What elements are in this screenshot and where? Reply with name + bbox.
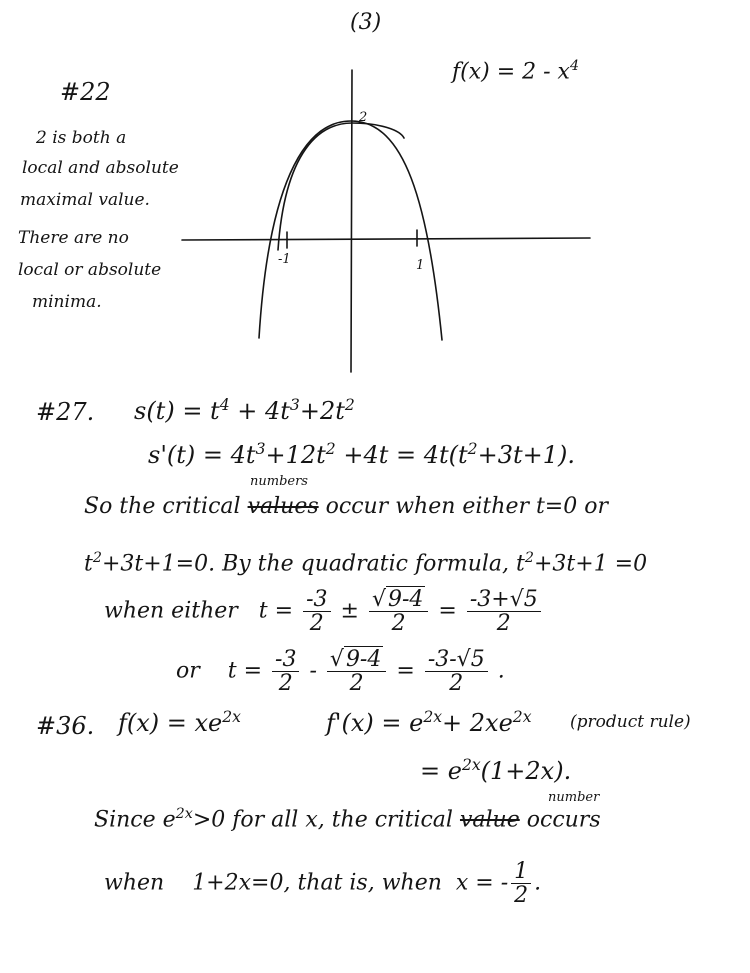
root-minus: $\frac{-3-√5}{2}$ — [425, 648, 488, 695]
crit-b: occur when either t=0 or — [325, 494, 608, 519]
inserted-numbers: numbers — [250, 474, 308, 489]
f-a: f(x) = xe — [118, 709, 223, 737]
quad-c: +3t+1 =0 — [533, 551, 648, 577]
ds-exp-3: 2 — [467, 440, 478, 458]
problem-22-graph — [0, 0, 750, 400]
f-exp: 2x — [222, 708, 241, 726]
problem-36-label: #36. — [36, 712, 95, 740]
f-prime-simplified — [420, 756, 571, 785]
s-prime — [148, 440, 575, 469]
ds-a: s'(t) = 4t — [148, 441, 256, 469]
s-exp-2: 3 — [289, 396, 300, 414]
frac-sqrt-over-2-b: $\frac{√9-4}{2}$ — [327, 648, 386, 695]
equals-1: = — [438, 598, 457, 624]
roots-line-2 — [176, 648, 505, 695]
simp-exp: 2x — [461, 756, 481, 774]
frac-sqrt-over-2: $\frac{√9-4}{2}$ — [369, 588, 428, 635]
graph-max-label: 2 — [359, 110, 368, 125]
product-rule-note: (product rule) — [570, 712, 691, 732]
problem-22-note-6: minima. — [32, 292, 102, 312]
frac-neg3-over-2: $\frac{-3}{2}$ — [303, 588, 330, 635]
problem-22-note-3: maximal value. — [20, 190, 150, 210]
one-half: $\frac{1}{2}$ — [511, 860, 531, 907]
crit-a: So the critical — [84, 494, 241, 519]
quad-b: +3t+1=0. By the quadratic formula, t — [101, 551, 525, 577]
problem-22-note-4: There are no — [18, 228, 129, 248]
problem-22-note-5: local or absolute — [18, 260, 162, 280]
ds-exp-1: 3 — [255, 440, 266, 458]
since-line — [94, 806, 601, 832]
since-a: Since e — [94, 807, 176, 833]
plus-minus: ± — [340, 598, 359, 624]
roots-line-1 — [104, 588, 544, 635]
quadratic-line — [84, 550, 647, 576]
t-eq-1: t = — [258, 598, 294, 624]
quad-exp-1: 2 — [92, 550, 102, 566]
x-axis — [182, 238, 590, 240]
struck-values: values — [247, 494, 319, 519]
when-a: when — [104, 870, 165, 896]
ds-exp-2: 2 — [325, 440, 336, 458]
quad-exp-2: 2 — [524, 550, 534, 566]
fp-exp-2: 2x — [512, 708, 532, 726]
when-either: when either — [104, 598, 238, 624]
problem-22-note-1: 2 is both a — [36, 128, 127, 148]
f-of-x — [118, 708, 241, 737]
simp-b: (1+2x). — [480, 757, 572, 785]
frac-neg3-over-2-b: $\frac{-3}{2}$ — [272, 648, 299, 695]
equals-2: = — [396, 658, 415, 684]
s-exp-1: 4 — [219, 396, 230, 414]
inserted-number: number — [548, 790, 600, 805]
s-exp-3: 2 — [344, 396, 355, 414]
or-word: or — [176, 658, 200, 684]
root-plus: $\frac{-3+√5}{2}$ — [467, 588, 541, 635]
graph-tick-neg-label: -1 — [278, 252, 291, 267]
s-mid-2: +2t — [299, 397, 345, 425]
when-line — [104, 860, 541, 907]
critical-line — [84, 494, 608, 519]
curve-sketch — [278, 123, 404, 250]
s-of-t — [134, 396, 355, 425]
simp-a: = e — [420, 757, 462, 785]
graph-tick-pos-label: 1 — [416, 258, 425, 273]
y-axis — [351, 70, 352, 372]
fp-b: + 2xe — [442, 709, 513, 737]
f-prime — [326, 708, 532, 737]
problem-27-label: #27. — [36, 398, 95, 426]
quad-a: t — [84, 551, 93, 577]
ds-d: +3t+1). — [477, 441, 575, 469]
t-eq-2: t = — [227, 658, 263, 684]
x-eq: x = - — [455, 870, 509, 896]
minus-sign: - — [309, 658, 317, 684]
fp-a: f'(x) = e — [326, 709, 424, 737]
final-period: . — [534, 870, 542, 896]
roots-period: . — [497, 658, 505, 684]
when-b: 1+2x=0, that is, when — [192, 870, 442, 896]
function-text: f(x) = 2 - x — [452, 59, 570, 85]
function-exponent: 4 — [569, 58, 580, 74]
fp-exp-1: 2x — [423, 708, 443, 726]
problem-22-label: #22 — [60, 78, 111, 106]
struck-value: value — [459, 807, 520, 833]
ds-c: +4t = 4t(t — [335, 441, 468, 469]
s-lhs: s(t) = t — [134, 397, 220, 425]
page-number: (3) — [350, 10, 382, 35]
problem-22-note-2: local and absolute — [22, 158, 179, 178]
since-c: occurs — [526, 807, 601, 833]
ds-b: +12t — [265, 441, 326, 469]
s-mid-1: + 4t — [229, 397, 290, 425]
since-exp: 2x — [175, 806, 193, 822]
since-b: >0 for all x, the critical — [192, 807, 453, 833]
